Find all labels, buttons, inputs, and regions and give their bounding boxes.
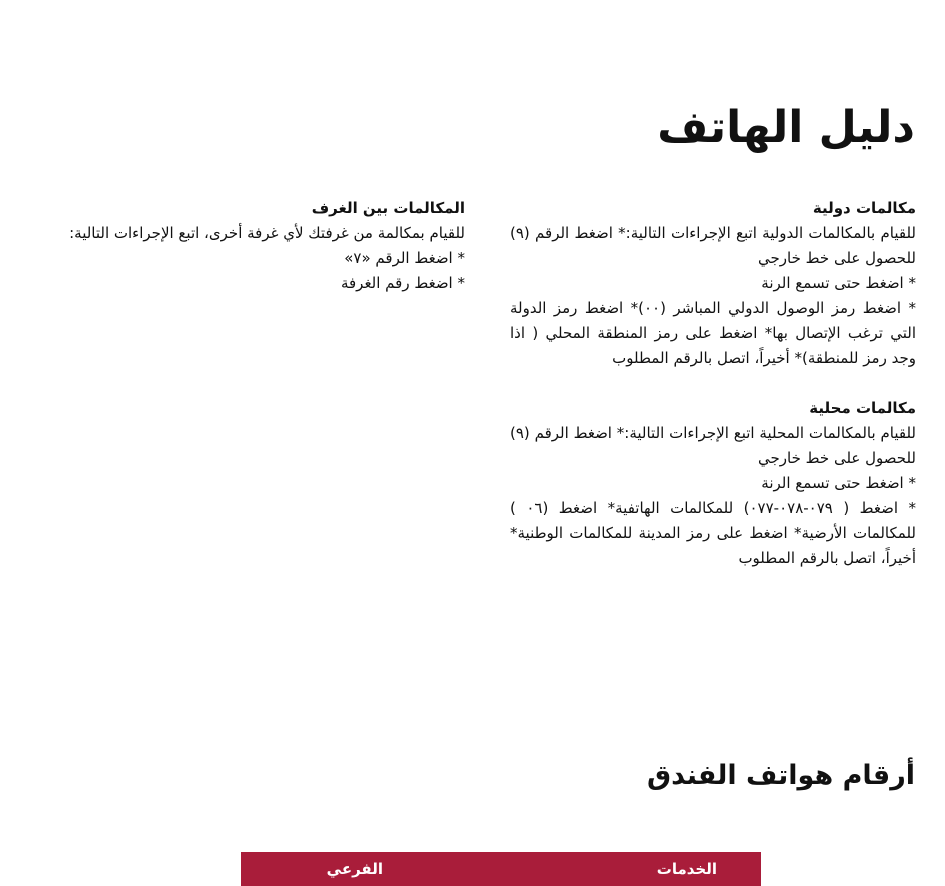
room-calls-heading: المكالمات بين الغرف (311, 199, 465, 217)
phone-table-header (241, 852, 761, 886)
room-calls-step-seven: * اضغط الرقم «٧» (344, 249, 465, 267)
international-local-column (510, 196, 916, 571)
services-column-header: الخدمات (656, 860, 717, 878)
page-title: دليل الهاتف (657, 102, 915, 153)
local-calls-step-ring: * اضغط حتى تسمع الرنة (761, 474, 916, 492)
international-calls-step-dial: * اضغط رمز الوصول الدولي المباشر (٠٠)* اضغط رمز الدولة التي ترغب الإتصال بها* اضغط على رمز المنطقة المحلي ( اذا وجد رمز للمنطقة)* أخيراً، اتصل بالرقم المطلوب (510, 299, 916, 367)
extension-column-header: الفرعي (326, 860, 383, 878)
international-calls-intro: للقيام بالمكالمات الدولية اتبع الإجراءات التالية:* اضغط الرقم (٩) للحصول على خط خارجي (510, 224, 916, 267)
international-calls-step-ring: * اضغط حتى تسمع الرنة (761, 274, 916, 292)
hotel-phones-title: أرقام هواتف الفندق (647, 760, 915, 791)
room-calls-intro: للقيام بمكالمة من غرفتك لأي غرفة أخرى، اتبع الإجراءات التالية: (69, 224, 465, 242)
room-calls-step-room-number: * اضغط رقم الغرفة (340, 274, 465, 292)
local-calls-heading: مكالمات محلية (809, 399, 916, 417)
room-calls-column (59, 196, 465, 296)
local-calls-step-dial: * اضغط ( ٠٧٩-٠٧٨-٠٧٧) للمكالمات الهاتفية* اضغط (٠٦ ) للمكالمات الأرضية* اضغط على رمز المدينة للمكالمات الوطنية* أخيراً، اتصل بالرقم المطلوب (510, 499, 916, 567)
international-calls-heading: مكالمات دولية (812, 199, 916, 217)
local-calls-intro: للقيام بالمكالمات المحلية اتبع الإجراءات التالية:* اضغط الرقم (٩) للحصول على خط خارجي (510, 424, 916, 467)
section-spacer (510, 371, 916, 396)
